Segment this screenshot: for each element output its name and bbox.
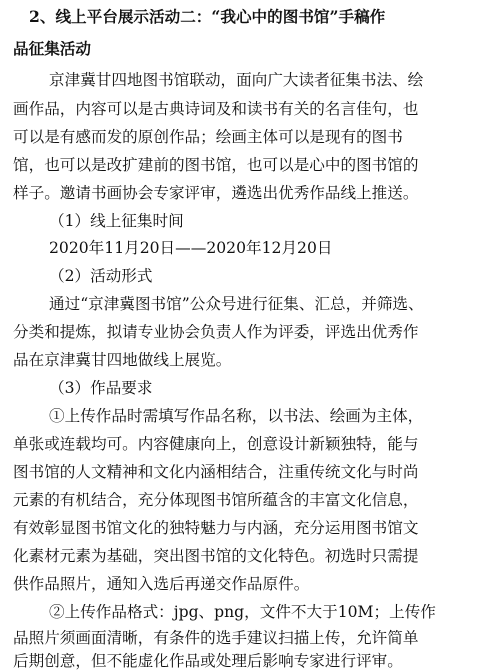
intro-line-1: 京津冀甘四地图书馆联动，面向广大读者征集书法、绘 <box>49 71 424 89</box>
requirement-1-line-3: 图书馆的人文精神和文化内涵相结合，注重传统文化与时尚 <box>13 463 419 481</box>
intro-line-4: 馆，也可以是改扩建前的图书馆，也可以是心中的图书馆的 <box>13 156 419 174</box>
section-heading-line-1: 2、线上平台展示活动二：“我心中的图书馆”手稿作 <box>29 7 386 26</box>
requirement-1-line-6: 化素材元素为基础，突出图书馆的文化特色。初选时只需提 <box>13 547 419 565</box>
form-line-1: 通过“京津冀图书馆”公众号进行征集、汇总，并筛选、 <box>49 295 424 313</box>
section-heading-line-2: 品征集活动 <box>13 39 91 58</box>
requirement-2-line-2: 品照片须画面清晰，有条件的选手建议扫描上传，允许简单 <box>13 629 419 647</box>
requirement-1-line-5: 有效彰显图书馆文化的独特魅力与内涵，充分运用图书馆文 <box>13 519 419 537</box>
form-line-3: 品在京津冀甘四地做线上展览。 <box>13 351 232 369</box>
intro-line-3: 可以是有感而发的原创作品；绘画主体可以是现有的图书 <box>13 128 403 146</box>
time-value: 2020年11月20日——2020年12月20日 <box>49 239 333 257</box>
time-label: （1）线上征集时间 <box>49 212 184 230</box>
requirement-2-line-1: ②上传作品格式：jpg、png，文件不大于10M；上传作 <box>49 603 436 621</box>
requirement-1-line-2: 单张或连载均可。内容健康向上，创意设计新颖独特，能与 <box>13 435 419 453</box>
intro-line-2: 画作品，内容可以是古典诗词及和读书有关的名言佳句，也 <box>13 100 419 118</box>
requirement-1-line-7: 供作品照片，通知入选后再递交作品原件。 <box>13 575 310 593</box>
requirement-1-line-1: ①上传作品时需填写作品名称，以书法、绘画为主体， <box>49 407 424 425</box>
requirements-label: （3）作品要求 <box>49 379 153 397</box>
form-label: （2）活动形式 <box>49 267 153 285</box>
requirement-2-line-3: 后期创意，但不能虚化作品或处理后影响专家进行评审。 <box>13 652 403 670</box>
intro-line-5: 样子。邀请书画协会专家评审，遴选出优秀作品线上推送。 <box>13 184 419 202</box>
form-line-2: 分类和提炼，拟请专业协会负责人作为评委，评选出优秀作 <box>13 323 419 341</box>
requirement-1-line-4: 元素的有机结合，充分体现图书馆所蕴含的丰富文化信息， <box>13 491 419 509</box>
